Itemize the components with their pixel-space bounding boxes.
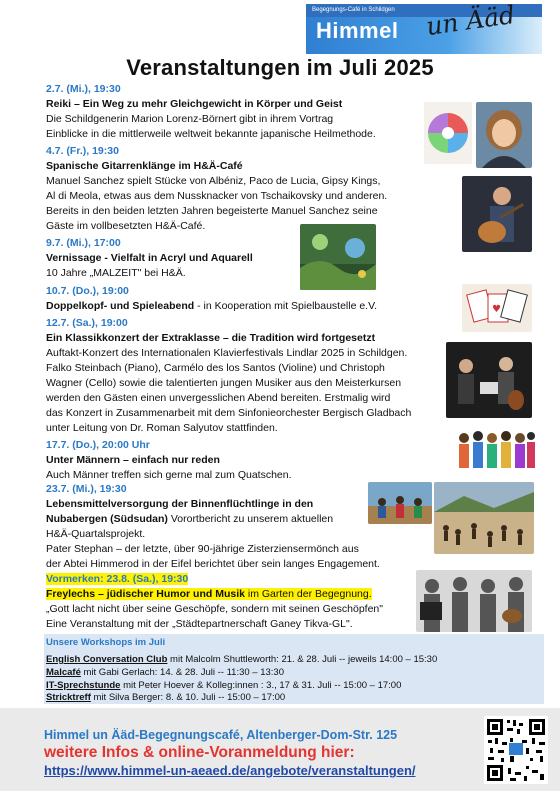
event-text: unter Leitung von Dr. Roman Salyutov stattfinden. [46,422,278,434]
logo-himmel: Himmel [316,18,399,43]
workshop-details: mit Malcolm Shuttleworth: 21. & 28. Juli -- jeweils 14:00 – 15:30 [167,654,438,665]
qr-code-icon[interactable] [484,716,548,784]
event-title: Freylechs – jüdischer Humor und Musik [46,588,245,600]
footer-url-link[interactable]: https://www.himmel-un-aeaed.de/angebote/veranstaltungen/ [44,763,416,778]
footer-info: weitere Infos & online-Voranmeldung hier: [44,744,355,761]
event-date: 17.7. (Do.), 20:00 Uhr [46,439,150,451]
workshop-name: Malcafé [46,667,81,678]
event-title: Vernissage - Vielfalt in Acryl und Aquarell [46,252,253,264]
workshop-item [46,692,285,703]
event-title-line [46,512,333,526]
page-title: Veranstaltungen im Juli 2025 [126,55,434,80]
footer-address: Himmel un Ääd-Begegnungscafé, Altenberger-Dom-Str. 125 [44,728,398,742]
logo-aad: un Ääd [424,0,517,42]
event-date: 2.7. (Mi.), 19:30 [46,83,121,95]
refugee-image-1 [368,482,432,524]
event-text: Die Schildgenerin Marion Lorenz-Börnert gibt in ihrem Vortrag [46,113,334,125]
event-date-line [46,572,188,586]
event-date: 10.7. (Do.), 19:00 [46,285,129,297]
playing-cards-image [462,284,532,332]
workshop-details: mit Gabi Gerlach: 14. & 28. Juli -- 11:30 – 13:30 [80,667,284,678]
event-title-line [46,299,377,313]
event-text: werden den Gästen einen unvergesslichen Abend bereiten. Erstmalig wird [46,392,391,404]
logo-tagline: Begegnungs-Café in Schildgen [306,4,542,17]
event-title-line [46,587,372,601]
event-title: Doppelkopf- und Spieleabend [46,300,195,312]
event-title: Reiki – Ein Weg zu mehr Gleichgewicht in Körper und Geist [46,98,343,110]
event-title: Lebensmittelversorgung der Binnenflüchtlinge in den [46,498,314,510]
event-date: 12.7. (Sa.), 19:00 [46,317,128,329]
band-image [416,570,532,632]
painting-image [300,224,376,290]
event-title: Spanische Gitarrenklänge im H&Ä-Café [46,160,243,172]
workshop-item [46,667,284,678]
event-text: Auch Männer treffen sich gerne mal zum Quatschen. [46,469,292,481]
workshop-name: Stricktreff [46,692,91,703]
event-date: Vormerken: 23.8. (Sa.), 19:30 [46,573,189,585]
event-text: Eine Veranstaltung mit der „Städtepartnerschaft Ganey Tikva-GL". [46,618,353,630]
event-date: 4.7. (Fr.), 19:30 [46,145,119,157]
event-date: 9.7. (Mi.), 17:00 [46,237,121,249]
logo [306,0,542,54]
event-text: Wagner (Cello) sowie die talentierten jungen Musiker aus den Meisterkursen [46,377,402,389]
event-date: 23.7. (Mi.), 19:30 [46,483,127,495]
event-text: H&Ä-Quartalsprojekt. [46,528,146,540]
event-title-suffix: im Garten der Begegnung. [244,588,372,600]
guitarist-image [462,176,532,252]
event-text: Manuel Sanchez spielt Stücke von Albéniz, Paco de Lucia, Gipsy Kings, [46,175,381,187]
event-title-suffix: - in Kooperation mit Spielbaustelle e.V. [194,300,378,312]
event-text: das Konzert in Zusammenarbeit mit dem Sinfonieorchester Bergisch Gladbach [46,407,412,419]
event-title: Nubabergen (Südsudan) [46,513,168,525]
event-text: Bereits in den beiden letzten Jahren begeisterte Manuel Sanchez seine [46,205,378,217]
refugee-image-2 [434,482,534,554]
concert-image [446,342,532,418]
event-text: Al di Meola, etwas aus dem Nussknacker von Tschaikovsky und anderen. [46,190,388,202]
event-text: der Abtei Himmerod in der Eifel berichtet über sein langes Engagement. [46,558,380,570]
workshop-item [46,654,437,665]
event-title: Unter Männern – einfach nur reden [46,454,220,466]
workshop-name: IT-Sprechstunde [46,680,121,691]
workshops-heading: Unsere Workshops im Juli [46,637,166,648]
event-text: Falko Steinbach (Piano), Carmélo des los Santos (Violine) und Christoph [46,362,385,374]
workshop-details: mit Peter Hoever & Kolleg:innen : 3., 17 & 31. Juli -- 15:00 – 17:00 [120,680,402,691]
workshop-details: mit Silva Berger: 8. & 10. Juli -- 15:00 – 17:00 [90,692,286,703]
event-title: Ein Klassikkonzert der Extraklasse – die Tradition wird fortgesetzt [46,332,376,344]
svg-text:♥: ♥ [492,304,501,315]
event-text: Einblicke in die mittlerweile weltweit bekannte japanische Heilmethode. [46,128,376,140]
event-title-tail: Vorortbericht zu unserem aktuellen [167,513,334,525]
workshops-box [44,634,544,704]
event-text: Gäste im vollbesetzten H&Ä-Café. [46,220,206,232]
speaker-portrait-image [476,102,532,168]
event-text: 10 Jahre „MALZEIT" bei H&Ä. [46,267,186,279]
workshop-name: English Conversation Club [46,654,168,665]
event-text: Pater Stephan – der letzte, über 90-jährige Zisterziensermönch aus [46,543,359,555]
workshop-item [46,680,401,691]
reiki-color-wheel-image [424,102,472,164]
men-illustration-image [456,428,536,480]
event-text: Auftakt-Konzert des Internationalen Klavierfestivals Lindlar 2025 in Schildgen. [46,347,408,359]
footer [0,708,560,791]
event-text: „Gott lacht nicht über seine Geschöpfe, sondern mit seinen Geschöpfen" [46,603,383,615]
